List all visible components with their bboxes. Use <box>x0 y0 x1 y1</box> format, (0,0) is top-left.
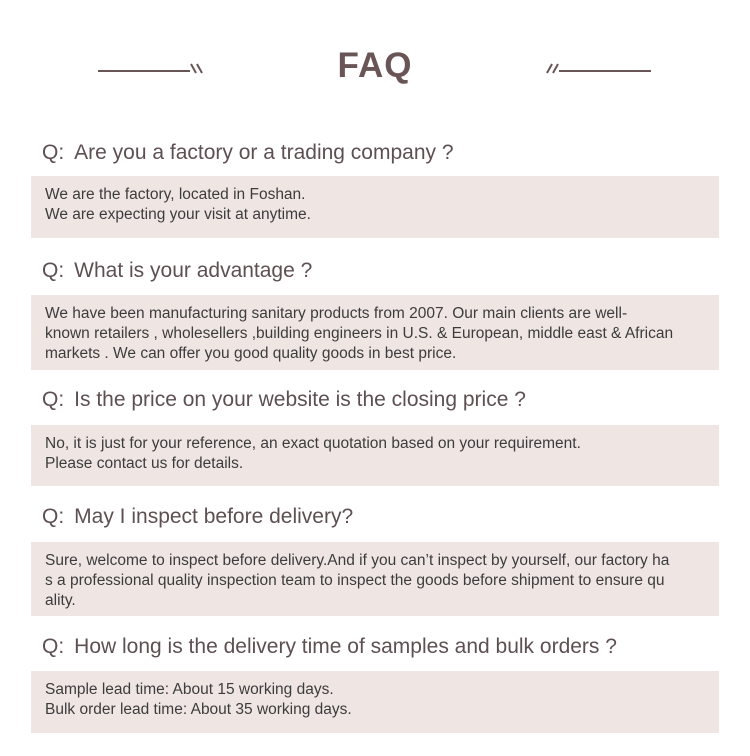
faq-question <box>42 258 312 284</box>
faq-header <box>0 0 750 110</box>
right-divider-ornament <box>546 60 656 78</box>
question-text: Are you a factory or a trading company ? <box>74 141 454 164</box>
faq-question <box>42 634 617 660</box>
question-prefix: Q: <box>42 388 65 411</box>
question-text: May I inspect before delivery? <box>74 505 354 528</box>
faq-question <box>42 504 353 530</box>
faq-answer <box>31 542 719 616</box>
question-prefix: Q: <box>42 635 65 658</box>
question-text: Is the price on your website is the closing price ? <box>74 388 526 411</box>
question-prefix: Q: <box>42 141 65 164</box>
question-prefix: Q: <box>42 505 65 528</box>
answer-line: We are the factory, located in Foshan. <box>45 186 306 203</box>
faq-answer <box>31 295 719 370</box>
faq-answer <box>31 176 719 238</box>
answer-line: We are expecting your visit at anytime. <box>45 206 311 223</box>
answer-line: Sample lead time: About 15 working days. <box>45 681 334 698</box>
answer-line: We have been manufacturing sanitary products from 2007. Our main clients are well- <box>45 305 628 322</box>
question-text: How long is the delivery time of samples and bulk orders ? <box>74 635 617 658</box>
faq-answer <box>31 671 719 733</box>
answer-line: No, it is just for your reference, an exact quotation based on your requirement. <box>45 435 581 452</box>
faq-answer <box>31 425 719 486</box>
answer-line: ality. <box>45 592 76 609</box>
answer-line: s a professional quality inspection team to inspect the goods before shipment to ensure qu <box>45 572 665 589</box>
question-text: What is your advantage ? <box>74 259 313 282</box>
answer-line: Please contact us for details. <box>45 455 244 472</box>
question-prefix: Q: <box>42 259 65 282</box>
answer-line: Sure, welcome to inspect before delivery.And if you can’t inspect by yourself, our factory ha <box>45 552 670 569</box>
faq-question <box>42 140 454 166</box>
answer-line: known retailers , wholesellers ,building engineers in U.S. & European, middle east & African <box>45 325 674 342</box>
faq-title: FAQ <box>337 46 413 85</box>
answer-line: markets . We can offer you good quality goods in best price. <box>45 345 457 362</box>
faq-question <box>42 387 526 413</box>
answer-line: Bulk order lead time: About 35 working days. <box>45 701 352 718</box>
